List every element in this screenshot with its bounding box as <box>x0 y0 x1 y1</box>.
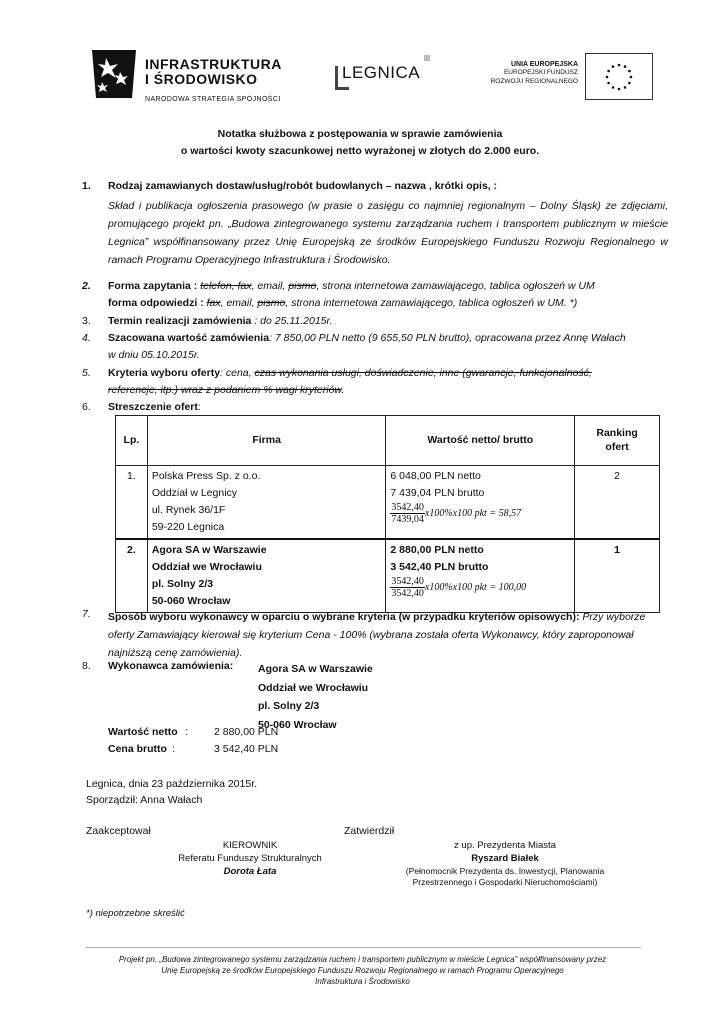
accepted-signature <box>160 840 340 878</box>
accepted-title1: KIEROWNIK <box>222 840 278 851</box>
accepted-title2: Referatu Funduszy Strukturalnych <box>178 852 322 864</box>
row1-brutto: 7 439,04 PLN brutto <box>390 487 485 499</box>
item8-number: 8. <box>82 660 91 672</box>
row2-brutto: 3 542,40 PLN brutto <box>390 561 489 573</box>
table-row <box>116 539 660 613</box>
item5-line2 <box>108 384 668 398</box>
doc-title-line1: Notatka służbowa z postępowania w sprawie zamówienia <box>217 128 503 140</box>
item8-contractor-line2: Oddział we Wrocławiu <box>258 681 369 694</box>
row1-firma <box>147 466 386 540</box>
prepared-by: Sporządził: Anna Wałach <box>86 794 203 806</box>
item1-label: Rodzaj zamawianych dostaw/usług/robót budowlanych – nazwa , krótki opis, : <box>108 180 498 192</box>
is-logo-subtitle: NARODOWA STRATEGIA SPÓJNOŚCI <box>145 96 281 103</box>
item3-line <box>108 315 668 329</box>
item2-strike2: pismo <box>288 280 317 292</box>
row2-denominator: 3542,40 <box>391 588 424 599</box>
ue-line3: ROZWOJU REGIONALNEGO <box>490 78 578 86</box>
netto-colon: : <box>185 726 188 738</box>
item2b-text1: , email, <box>220 297 255 309</box>
item1-number: 1. <box>82 180 91 192</box>
item7-number: 7. <box>82 608 91 620</box>
footer-line1: Projekt pn. „Budowa zintegrowanego systemu zarządzania ruchem i transportem publicznym w mieście Legnica” współfinansowany przez <box>118 955 607 964</box>
item2b-label: forma odpowiedzi : <box>108 297 204 309</box>
item2-strike1: telefon, fax <box>200 280 252 292</box>
footer-line2: Unię Europejską ze środków Europejskiego Funduszu Rozwoju Regionalnego w ramach Programu Operacyjnego <box>161 965 564 975</box>
item8-contractor-line4: 50-060 Wrocław <box>258 718 337 731</box>
accepted-label: Zaakceptował <box>86 825 151 837</box>
brutto-value: 3 542,40 PLN <box>214 743 279 755</box>
footer-line3: Infrastruktura i Środowisko <box>315 976 410 986</box>
item5-number: 5. <box>82 367 91 379</box>
item2-line <box>108 280 668 294</box>
netto-label: Wartość netto <box>108 726 178 738</box>
item7-block <box>108 608 668 662</box>
row2-fraction <box>390 576 425 599</box>
item5-label: Kryteria wyboru oferty <box>108 367 221 379</box>
row1-fraction <box>390 502 425 525</box>
item6-colon: : <box>197 401 201 413</box>
ue-line1: UNIA EUROPEJSKA <box>510 61 578 68</box>
item2b-strike1: fax <box>206 297 221 309</box>
approved-signature <box>385 840 625 889</box>
item2b-text2: , strona internetowa zamawiającego, tablica ogłoszeń w UM. *) <box>285 297 578 309</box>
item3-label: Termin realizacji zamówienia <box>108 315 252 327</box>
header-ranking <box>575 416 660 466</box>
row1-rank: 2 <box>575 466 660 540</box>
eu-stars-icon <box>586 54 652 99</box>
row2-firma-line4: 50-060 Wrocław <box>151 595 231 607</box>
item3-number: 3. <box>82 315 91 327</box>
infrastruktura-srodowisko-logo <box>88 40 303 110</box>
item8-label: Wykonawca zamówienia: <box>108 660 234 672</box>
item6-number: 6. <box>82 401 91 413</box>
item5-text1: : cena, <box>220 367 252 379</box>
row1-denominator: 7439,04 <box>391 514 424 525</box>
item8-contractor <box>258 660 373 734</box>
header-lp: Lp. <box>116 416 148 466</box>
is-logo-line2: I ŚRODOWISKO <box>145 70 258 87</box>
legnica-logo <box>332 52 442 97</box>
row1-numerator: 3542,40 <box>391 502 424 513</box>
row1-firma-line1: Polska Press Sp. z o.o. <box>151 470 261 482</box>
table-header-row <box>116 416 660 466</box>
row1-firma-line3: ul. Rynek 36/1F <box>151 504 226 516</box>
item4-line <box>108 332 668 346</box>
row2-firma <box>147 539 386 613</box>
row2-formula <box>390 576 570 599</box>
row1-formula-text: x100%x100 pkt = 58,57 <box>424 508 522 519</box>
doc-title-line2: o wartości kwoty szacunkowej netto wyrażonej w złotych do 2.000 euro. <box>180 145 540 157</box>
item6-label: Streszczenie ofert <box>108 401 198 413</box>
approved-label: Zatwierdził <box>344 825 395 837</box>
row1-firma-line2: Oddział w Legnicy <box>151 487 238 499</box>
item4-label: Szacowana wartość zamówienia <box>108 332 270 344</box>
legnica-logo-text: LEGNICA <box>342 63 421 82</box>
item6-line <box>108 401 668 415</box>
row2-wartosc <box>386 539 575 613</box>
item4-value-line2: w dniu 05.10.2015r. <box>108 349 200 361</box>
brutto-colon: : <box>172 743 175 755</box>
item5-line <box>108 367 668 381</box>
row2-firma-line3: pl. Solny 2/3 <box>151 578 214 590</box>
item8-contractor-line1: Agora SA w Warszawie <box>258 663 373 675</box>
row2-rank: 1 <box>575 539 660 613</box>
header-wartosc: Wartość netto/ brutto <box>386 416 575 466</box>
offers-table <box>115 415 660 613</box>
item2b-strike2: pismo <box>257 297 286 309</box>
row1-formula <box>390 502 570 525</box>
approved-title1: z up. Prezydenta Miasta <box>454 840 556 851</box>
eu-flag <box>585 53 653 100</box>
item2b-line <box>108 297 668 311</box>
item7-label: Sposób wyboru wykonawcy w oparciu o wybrane kryteria (w przypadku kryteriów opisowych): <box>108 611 580 623</box>
item2-text2: , strona internetowa zamawiającego, tablica ogłoszeń w UM <box>316 280 595 292</box>
footnote: *) niepotrzebne skreślić <box>86 908 185 919</box>
row2-firma-line1: Agora SA w Warszawie <box>151 544 267 556</box>
header-firma: Firma <box>147 416 386 466</box>
item2-text1: , email, <box>251 280 286 292</box>
row2-firma-line2: Oddział we Wrocławiu <box>151 561 262 573</box>
row2-netto: 2 880,00 PLN netto <box>390 544 484 556</box>
row1-lp: 1. <box>116 466 148 540</box>
ue-line2: EUROPEJSKI FUNDUSZ <box>503 69 578 77</box>
approved-name: Ryszard Białek <box>471 852 539 864</box>
footer <box>70 955 655 987</box>
item2-label: Forma zapytania : <box>108 280 198 292</box>
row2-formula-text: x100%x100 pkt = 100,00 <box>424 582 527 593</box>
infrastruktura-logo-icon <box>88 46 140 102</box>
netto-value: 2 880,00 PLN <box>214 726 279 738</box>
item4-value: : 7 850,00 PLN netto (9 655,50 PLN brutto), opracowana przez Annę Wałach <box>269 332 626 344</box>
item2-number: 2. <box>82 280 91 292</box>
table-row <box>116 466 660 540</box>
place-date: Legnica, dnia 23 października 2015r. <box>86 778 258 790</box>
row2-numerator: 3542,40 <box>391 576 424 587</box>
item5-strike2: referencje, itp.) wraz z podaniem % wagi kryteriów <box>108 384 342 396</box>
item8-contractor-line3: pl. Solny 2/3 <box>258 700 320 712</box>
header-ranking-line1: Ranking <box>596 426 638 439</box>
item7-text: Przy wyborze oferty Zamawiający kierował się kryterium Cena - 100% (wybrana została oferta Wykonawcy, który zaproponował najniższą cenę zamówienia). <box>108 611 646 659</box>
item1-description: Skład i publikacja ogłoszenia prasowego (w prasie o zasięgu co najmniej regionalnym – Dolny Śląsk) ze zdjęciami, promującego projekt pn. „Budowa zintegrowanego systemu zarządzania ruchem i transportem publicznym w mieście Legnica” współfinansowany przez Unię Europejską ze środków Europejskiego Funduszu Rozwoju Regionalnego w ramach Programu Operacyjnego Infrastruktura i Środowisko. <box>108 200 668 266</box>
approved-title2: (Pełnomocnik Prezydenta ds. Inwestycji, Planowania <box>405 865 605 876</box>
item4-number: 4. <box>82 332 91 344</box>
approved-title3: Przestrzennego i Gospodarki Nieruchomościami) <box>412 877 598 888</box>
item5-strike1: czas wykonania usługi, doświadczenie, inne (gwarancje, funkcjonalność, <box>254 367 592 379</box>
footer-divider <box>86 947 641 948</box>
row1-wartosc <box>386 466 575 540</box>
brutto-label: Cena brutto <box>108 743 167 755</box>
row2-lp: 2. <box>116 539 148 613</box>
accepted-name: Dorota Łata <box>223 865 277 877</box>
header-ranking-line2: ofert <box>605 440 629 453</box>
ue-logo-text <box>482 60 578 87</box>
row1-netto: 6 048,00 PLN netto <box>390 470 481 482</box>
is-logo-line1: INFRASTRUKTURA <box>145 56 282 72</box>
item5-text2: . <box>341 384 345 396</box>
row1-firma-line4: 59-220 Legnica <box>151 521 225 533</box>
item3-value: : do 25.11.2015r. <box>254 315 333 327</box>
